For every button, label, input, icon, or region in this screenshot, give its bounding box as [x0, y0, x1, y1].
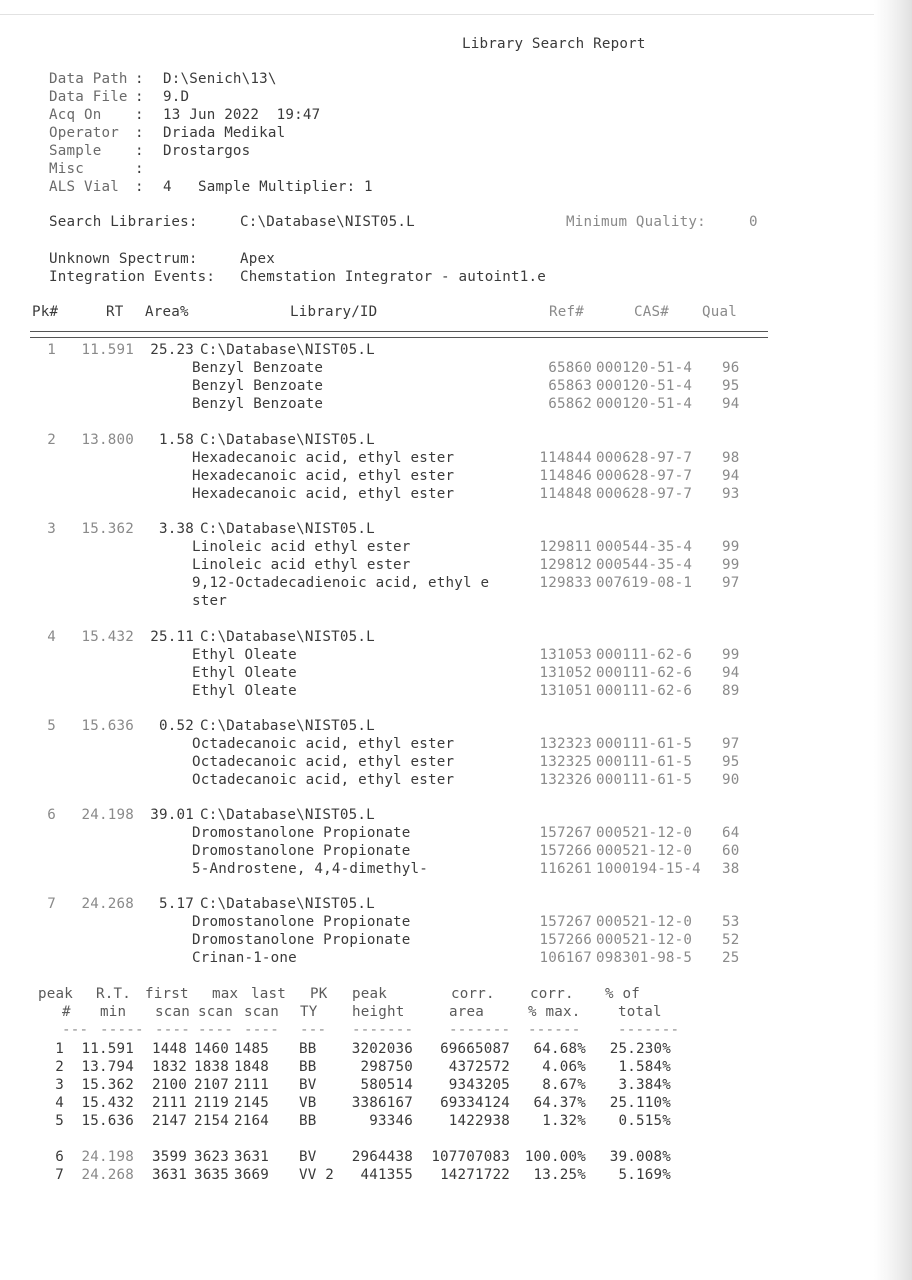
peak-library: C:\Database\NIST05.L	[200, 521, 375, 537]
itable-cell: 1832	[152, 1059, 187, 1075]
itable-head: scan	[155, 1004, 190, 1020]
header-colon: :	[135, 179, 144, 195]
itable-cell: 24.268	[81, 1167, 134, 1183]
col-qual: Qual	[702, 304, 737, 320]
itable-cell: 5.169%	[618, 1167, 671, 1183]
hit-name: Dromostanolone Propionate	[192, 914, 411, 930]
hit-name: Ethyl Oleate	[192, 647, 297, 663]
itable-cell: BV	[299, 1077, 317, 1093]
itable-cell: 3386167	[351, 1095, 413, 1111]
hit-cas: 000111-62-6	[596, 683, 693, 699]
peak-number: 2	[47, 432, 56, 448]
header-colon: :	[135, 143, 144, 159]
peak-number: 5	[47, 718, 56, 734]
header-value: D:\Senich\13\	[163, 71, 277, 87]
hit-ref: 114848	[539, 486, 592, 502]
header-value: 4 Sample Multiplier: 1	[163, 179, 373, 195]
itable-cell: 2119	[194, 1095, 229, 1111]
hit-ref: 132325	[539, 754, 592, 770]
itable-cell: 13.25%	[533, 1167, 586, 1183]
hit-ref: 65860	[548, 360, 592, 376]
itable-cell: 15.432	[81, 1095, 134, 1111]
hit-cas: 1000194-15-4	[596, 861, 701, 877]
itable-dash: -------	[618, 1022, 680, 1038]
header-label: Misc	[49, 161, 84, 177]
itable-dash: -----	[100, 1022, 144, 1038]
hit-ref: 116261	[539, 861, 592, 877]
itable-cell: 64.68%	[533, 1041, 586, 1057]
itable-head: #	[62, 1004, 71, 1020]
hit-cas: 000521-12-0	[596, 843, 693, 859]
hit-cas: 000628-97-7	[596, 486, 693, 502]
hit-cas: 000120-51-4	[596, 378, 693, 394]
hit-cas: 000120-51-4	[596, 360, 693, 376]
itable-cell: 69665087	[440, 1041, 510, 1057]
itable-head: total	[618, 1004, 662, 1020]
hit-qual: 60	[722, 843, 740, 859]
header-colon: :	[135, 125, 144, 141]
itable-cell: 1.584%	[618, 1059, 671, 1075]
peak-rt: 15.432	[81, 629, 134, 645]
itable-cell: 4.06%	[542, 1059, 586, 1075]
col-rt: RT	[106, 304, 124, 320]
itable-dash: ----	[155, 1022, 190, 1038]
integration-events-value: Chemstation Integrator - autoint1.e	[240, 269, 546, 285]
hit-name: Benzyl Benzoate	[192, 396, 324, 412]
header-label: Data File	[49, 89, 128, 105]
hit-ref: 129833	[539, 575, 592, 591]
itable-cell: 2	[55, 1059, 64, 1075]
hit-ref: 132326	[539, 772, 592, 788]
itable-head: TY	[300, 1004, 318, 1020]
itable-cell: VV 2	[299, 1167, 334, 1183]
hit-qual: 99	[722, 647, 740, 663]
itable-cell: 3631	[152, 1167, 187, 1183]
hit-qual: 97	[722, 736, 740, 752]
itable-dash: ----	[244, 1022, 279, 1038]
hit-qual: 25	[722, 950, 740, 966]
itable-cell: 25.230%	[609, 1041, 671, 1057]
hit-ref: 114846	[539, 468, 592, 484]
itable-cell: 2107	[194, 1077, 229, 1093]
top-rule	[0, 14, 912, 15]
header-rule-2	[30, 337, 768, 338]
itable-cell: 1422938	[448, 1113, 510, 1129]
hit-cas: 000111-61-5	[596, 754, 693, 770]
peak-library: C:\Database\NIST05.L	[200, 896, 375, 912]
itable-cell: 4372572	[448, 1059, 510, 1075]
col-cas: CAS#	[634, 304, 669, 320]
hit-cas: 000521-12-0	[596, 914, 693, 930]
peak-number: 6	[47, 807, 56, 823]
itable-cell: 2147	[152, 1113, 187, 1129]
header-label: Acq On	[49, 107, 102, 123]
header-label: ALS Vial	[49, 179, 119, 195]
itable-cell: 3.384%	[618, 1077, 671, 1093]
integration-events-label: Integration Events:	[49, 269, 216, 285]
hit-ref: 157267	[539, 825, 592, 841]
peak-number: 1	[47, 342, 56, 358]
peak-library: C:\Database\NIST05.L	[200, 629, 375, 645]
peak-area: 25.11	[150, 629, 194, 645]
peak-area: 0.52	[159, 718, 194, 734]
hit-name: Ethyl Oleate	[192, 683, 297, 699]
itable-cell: 2100	[152, 1077, 187, 1093]
hit-name: Dromostanolone Propionate	[192, 843, 411, 859]
report-title: Library Search Report	[462, 36, 646, 52]
hit-cas: 000628-97-7	[596, 468, 693, 484]
peak-library: C:\Database\NIST05.L	[200, 432, 375, 448]
hit-cas: 000521-12-0	[596, 932, 693, 948]
itable-head: last	[251, 986, 286, 1002]
hit-cas: 000628-97-7	[596, 450, 693, 466]
peak-number: 7	[47, 896, 56, 912]
hit-ref: 129812	[539, 557, 592, 573]
itable-cell: 9343205	[448, 1077, 510, 1093]
hit-qual: 64	[722, 825, 740, 841]
itable-head: R.T.	[96, 986, 131, 1002]
hit-name: Ethyl Oleate	[192, 665, 297, 681]
itable-cell: 298750	[360, 1059, 413, 1075]
header-rule-1	[30, 331, 768, 332]
itable-cell: 1485	[234, 1041, 269, 1057]
itable-cell: 8.67%	[542, 1077, 586, 1093]
hit-qual: 96	[722, 360, 740, 376]
header-colon: :	[135, 71, 144, 87]
peak-number: 4	[47, 629, 56, 645]
itable-cell: 1460	[194, 1041, 229, 1057]
hit-qual: 97	[722, 575, 740, 591]
itable-cell: 1.32%	[542, 1113, 586, 1129]
itable-cell: 2111	[152, 1095, 187, 1111]
hit-cas: 000521-12-0	[596, 825, 693, 841]
header-value: 13 Jun 2022 19:47	[163, 107, 321, 123]
hit-qual: 98	[722, 450, 740, 466]
itable-dash: -------	[449, 1022, 511, 1038]
peak-library: C:\Database\NIST05.L	[200, 807, 375, 823]
itable-cell: 3599	[152, 1149, 187, 1165]
hit-qual: 52	[722, 932, 740, 948]
hit-name: 9,12-Octadecadienoic acid, ethyl e	[192, 575, 490, 591]
itable-cell: 2964438	[351, 1149, 413, 1165]
itable-cell: 1848	[234, 1059, 269, 1075]
itable-dash: ----	[198, 1022, 233, 1038]
hit-ref: 131052	[539, 665, 592, 681]
hit-ref: 157267	[539, 914, 592, 930]
hit-ref: 65862	[548, 396, 592, 412]
peak-rt: 15.362	[81, 521, 134, 537]
itable-cell: VB	[299, 1095, 317, 1111]
header-label: Data Path	[49, 71, 128, 87]
itable-head: min	[100, 1004, 127, 1020]
hit-ref: 132323	[539, 736, 592, 752]
header-value: 9.D	[163, 89, 190, 105]
peak-area: 3.38	[159, 521, 194, 537]
peak-rt: 15.636	[81, 718, 134, 734]
itable-cell: 13.794	[81, 1059, 134, 1075]
itable-head: scan	[198, 1004, 233, 1020]
hit-name: Hexadecanoic acid, ethyl ester	[192, 468, 455, 484]
hit-qual: 94	[722, 665, 740, 681]
min-quality-value: 0	[749, 214, 758, 230]
itable-head: scan	[244, 1004, 279, 1020]
hit-cas: 000111-61-5	[596, 736, 693, 752]
itable-cell: 3202036	[351, 1041, 413, 1057]
itable-head: height	[352, 1004, 405, 1020]
hit-cas: 000111-61-5	[596, 772, 693, 788]
search-libraries-label: Search Libraries:	[49, 214, 198, 230]
itable-cell: 2154	[194, 1113, 229, 1129]
hit-qual: 38	[722, 861, 740, 877]
hit-name: Benzyl Benzoate	[192, 378, 324, 394]
hit-name: Octadecanoic acid, ethyl ester	[192, 736, 455, 752]
col-area: Area%	[145, 304, 189, 320]
col-pk: Pk#	[32, 304, 59, 320]
unknown-spectrum-value: Apex	[240, 251, 275, 267]
hit-ref: 129811	[539, 539, 592, 555]
peak-rt: 11.591	[81, 342, 134, 358]
hit-name: Crinan-1-one	[192, 950, 297, 966]
itable-dash: ---	[62, 1022, 89, 1038]
peak-rt: 13.800	[81, 432, 134, 448]
hit-qual: 99	[722, 539, 740, 555]
hit-cas: 000544-35-4	[596, 557, 693, 573]
peak-library: C:\Database\NIST05.L	[200, 718, 375, 734]
hit-name: Dromostanolone Propionate	[192, 932, 411, 948]
hit-qual: 53	[722, 914, 740, 930]
search-libraries-value: C:\Database\NIST05.L	[240, 214, 415, 230]
hit-name: Linoleic acid ethyl ester	[192, 539, 411, 555]
itable-head: % of	[605, 986, 640, 1002]
itable-cell: 1838	[194, 1059, 229, 1075]
peak-rt: 24.268	[81, 896, 134, 912]
itable-head: max	[212, 986, 239, 1002]
hit-cas: 007619-08-1	[596, 575, 693, 591]
scan-edge	[874, 0, 912, 1280]
itable-dash: ------	[528, 1022, 581, 1038]
peak-library: C:\Database\NIST05.L	[200, 342, 375, 358]
itable-cell: BB	[299, 1113, 317, 1129]
hit-cas: 098301-98-5	[596, 950, 693, 966]
itable-head: first	[145, 986, 189, 1002]
col-library: Library/ID	[290, 304, 378, 320]
hit-qual: 95	[722, 378, 740, 394]
hit-name-wrap: ster	[192, 593, 227, 609]
peak-area: 39.01	[150, 807, 194, 823]
itable-cell: 1	[55, 1041, 64, 1057]
itable-cell: 2111	[234, 1077, 269, 1093]
hit-name: Dromostanolone Propionate	[192, 825, 411, 841]
min-quality-label: Minimum Quality:	[566, 214, 706, 230]
hit-cas: 000120-51-4	[596, 396, 693, 412]
header-colon: :	[135, 161, 144, 177]
itable-cell: 0.515%	[618, 1113, 671, 1129]
itable-cell: 69334124	[440, 1095, 510, 1111]
hit-qual: 95	[722, 754, 740, 770]
hit-ref: 131051	[539, 683, 592, 699]
itable-cell: 3631	[234, 1149, 269, 1165]
unknown-spectrum-label: Unknown Spectrum:	[49, 251, 198, 267]
hit-name: 5-Androstene, 4,4-dimethyl-	[192, 861, 429, 877]
peak-rt: 24.198	[81, 807, 134, 823]
peak-number: 3	[47, 521, 56, 537]
itable-dash: ---	[300, 1022, 327, 1038]
itable-dash: -------	[352, 1022, 414, 1038]
itable-cell: 11.591	[81, 1041, 134, 1057]
itable-cell: 93346	[369, 1113, 413, 1129]
peak-area: 5.17	[159, 896, 194, 912]
itable-cell: 24.198	[81, 1149, 134, 1165]
hit-cas: 000111-62-6	[596, 647, 693, 663]
itable-cell: 3	[55, 1077, 64, 1093]
itable-cell: BB	[299, 1059, 317, 1075]
hit-qual: 90	[722, 772, 740, 788]
header-value: Drostargos	[163, 143, 251, 159]
itable-cell: 2145	[234, 1095, 269, 1111]
itable-head: corr.	[530, 986, 574, 1002]
peak-area: 1.58	[159, 432, 194, 448]
itable-cell: 580514	[360, 1077, 413, 1093]
hit-name: Benzyl Benzoate	[192, 360, 324, 376]
hit-name: Octadecanoic acid, ethyl ester	[192, 772, 455, 788]
hit-name: Hexadecanoic acid, ethyl ester	[192, 486, 455, 502]
hit-cas: 000544-35-4	[596, 539, 693, 555]
peak-area: 25.23	[150, 342, 194, 358]
hit-qual: 94	[722, 396, 740, 412]
col-ref: Ref#	[549, 304, 584, 320]
itable-cell: 4	[55, 1095, 64, 1111]
itable-cell: BB	[299, 1041, 317, 1057]
itable-cell: 64.37%	[533, 1095, 586, 1111]
itable-head: peak	[38, 986, 73, 1002]
itable-cell: 100.00%	[524, 1149, 586, 1165]
hit-name: Linoleic acid ethyl ester	[192, 557, 411, 573]
hit-ref: 157266	[539, 932, 592, 948]
hit-ref: 106167	[539, 950, 592, 966]
header-colon: :	[135, 89, 144, 105]
hit-ref: 65863	[548, 378, 592, 394]
itable-cell: 1448	[152, 1041, 187, 1057]
itable-cell: 15.636	[81, 1113, 134, 1129]
itable-cell: 441355	[360, 1167, 413, 1183]
itable-cell: 14271722	[440, 1167, 510, 1183]
itable-cell: 39.008%	[609, 1149, 671, 1165]
header-label: Operator	[49, 125, 119, 141]
itable-cell: 2164	[234, 1113, 269, 1129]
hit-qual: 89	[722, 683, 740, 699]
hit-ref: 114844	[539, 450, 592, 466]
hit-cas: 000111-62-6	[596, 665, 693, 681]
itable-cell: 107707083	[431, 1149, 510, 1165]
header-label: Sample	[49, 143, 102, 159]
hit-name: Hexadecanoic acid, ethyl ester	[192, 450, 455, 466]
hit-name: Octadecanoic acid, ethyl ester	[192, 754, 455, 770]
itable-cell: 3623	[194, 1149, 229, 1165]
itable-head: area	[449, 1004, 484, 1020]
hit-ref: 131053	[539, 647, 592, 663]
itable-cell: 3635	[194, 1167, 229, 1183]
itable-cell: 7	[55, 1167, 64, 1183]
hit-qual: 94	[722, 468, 740, 484]
itable-cell: BV	[299, 1149, 317, 1165]
header-colon: :	[135, 107, 144, 123]
itable-head: % max.	[528, 1004, 581, 1020]
itable-cell: 25.110%	[609, 1095, 671, 1111]
hit-qual: 93	[722, 486, 740, 502]
itable-head: corr.	[451, 986, 495, 1002]
header-value: Driada Medikal	[163, 125, 286, 141]
itable-cell: 6	[55, 1149, 64, 1165]
itable-cell: 15.362	[81, 1077, 134, 1093]
itable-head: peak	[352, 986, 387, 1002]
hit-qual: 99	[722, 557, 740, 573]
itable-head: PK	[310, 986, 328, 1002]
itable-cell: 3669	[234, 1167, 269, 1183]
itable-cell: 5	[55, 1113, 64, 1129]
hit-ref: 157266	[539, 843, 592, 859]
